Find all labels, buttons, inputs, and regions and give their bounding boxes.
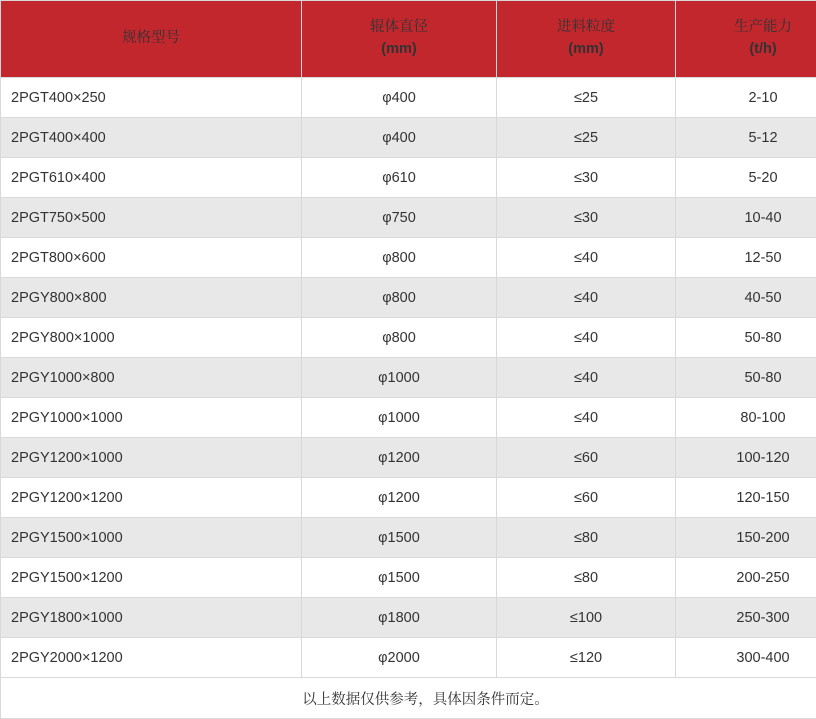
cell-model: 2PGY1800×1000 [1,598,302,638]
table-row [1,358,816,398]
cell-capacity: 50-80 [676,318,816,358]
cell-capacity: 150-200 [676,518,816,558]
cell-capacity: 10-40 [676,198,816,238]
cell-model: 2PGT400×250 [1,78,302,118]
cell-capacity: 12-50 [676,238,816,278]
cell-capacity: 5-12 [676,118,816,158]
table-row [1,518,816,558]
cell-roller-diameter: φ610 [302,158,497,198]
cell-model: 2PGY1000×1000 [1,398,302,438]
column-header-capacity-line1: 生产能力 [734,19,792,35]
table-row [1,558,816,598]
cell-model: 2PGT800×600 [1,238,302,278]
table-header [1,1,816,78]
cell-feed-size: ≤40 [497,398,676,438]
cell-model: 2PGY1500×1200 [1,558,302,598]
cell-capacity: 40-50 [676,278,816,318]
table-body [1,78,816,678]
cell-roller-diameter: φ400 [302,118,497,158]
cell-roller-diameter: φ1500 [302,558,497,598]
column-header-model [1,1,302,78]
cell-feed-size: ≤80 [497,558,676,598]
cell-feed-size: ≤60 [497,478,676,518]
table-row [1,318,816,358]
cell-feed-size: ≤40 [497,358,676,398]
cell-roller-diameter: φ1800 [302,598,497,638]
cell-model: 2PGY1200×1200 [1,478,302,518]
table-row [1,278,816,318]
cell-roller-diameter: φ1200 [302,478,497,518]
cell-roller-diameter: φ800 [302,278,497,318]
cell-capacity: 2-10 [676,78,816,118]
cell-roller-diameter: φ400 [302,78,497,118]
cell-model: 2PGT750×500 [1,198,302,238]
column-header-model-line1: 规格型号 [122,30,180,46]
cell-capacity: 200-250 [676,558,816,598]
cell-model: 2PGY800×1000 [1,318,302,358]
cell-model: 2PGY1000×800 [1,358,302,398]
cell-model: 2PGY1200×1000 [1,438,302,478]
table-footer-row [1,678,816,719]
cell-feed-size: ≤30 [497,198,676,238]
cell-capacity: 80-100 [676,398,816,438]
table-row [1,118,816,158]
cell-roller-diameter: φ800 [302,318,497,358]
cell-capacity: 5-20 [676,158,816,198]
table-row [1,478,816,518]
cell-roller-diameter: φ800 [302,238,497,278]
cell-roller-diameter: φ2000 [302,638,497,678]
cell-feed-size: ≤40 [497,238,676,278]
table-row [1,438,816,478]
column-header-capacity-line2: (t/h) [680,39,816,61]
column-header-feed-size-line2: (mm) [501,39,671,61]
column-header-roller-diameter-line1: 辊体直径 [370,19,428,35]
cell-model: 2PGY800×800 [1,278,302,318]
cell-model: 2PGT610×400 [1,158,302,198]
cell-capacity: 50-80 [676,358,816,398]
table-row [1,78,816,118]
cell-model: 2PGY2000×1200 [1,638,302,678]
cell-capacity: 300-400 [676,638,816,678]
table-header-row [1,1,816,78]
cell-capacity: 250-300 [676,598,816,638]
cell-roller-diameter: φ1500 [302,518,497,558]
table-row [1,198,816,238]
cell-feed-size: ≤60 [497,438,676,478]
table-row [1,158,816,198]
cell-roller-diameter: φ750 [302,198,497,238]
cell-roller-diameter: φ1200 [302,438,497,478]
cell-feed-size: ≤40 [497,318,676,358]
cell-feed-size: ≤25 [497,118,676,158]
table-row [1,598,816,638]
cell-feed-size: ≤25 [497,78,676,118]
column-header-capacity [676,1,816,78]
cell-roller-diameter: φ1000 [302,398,497,438]
cell-feed-size: ≤80 [497,518,676,558]
cell-capacity: 100-120 [676,438,816,478]
cell-roller-diameter: φ1000 [302,358,497,398]
footnote: 以上数据仅供参考，具体因条件而定。 [1,678,816,719]
cell-capacity: 120-150 [676,478,816,518]
cell-feed-size: ≤30 [497,158,676,198]
cell-model: 2PGY1500×1000 [1,518,302,558]
table-row [1,398,816,438]
column-header-feed-size [497,1,676,78]
table-row [1,238,816,278]
column-header-roller-diameter-line2: (mm) [306,39,492,61]
cell-feed-size: ≤120 [497,638,676,678]
table-footer [1,678,816,719]
column-header-feed-size-line1: 进料粒度 [557,19,615,35]
cell-feed-size: ≤100 [497,598,676,638]
table-row [1,638,816,678]
cell-feed-size: ≤40 [497,278,676,318]
column-header-roller-diameter [302,1,497,78]
cell-model: 2PGT400×400 [1,118,302,158]
